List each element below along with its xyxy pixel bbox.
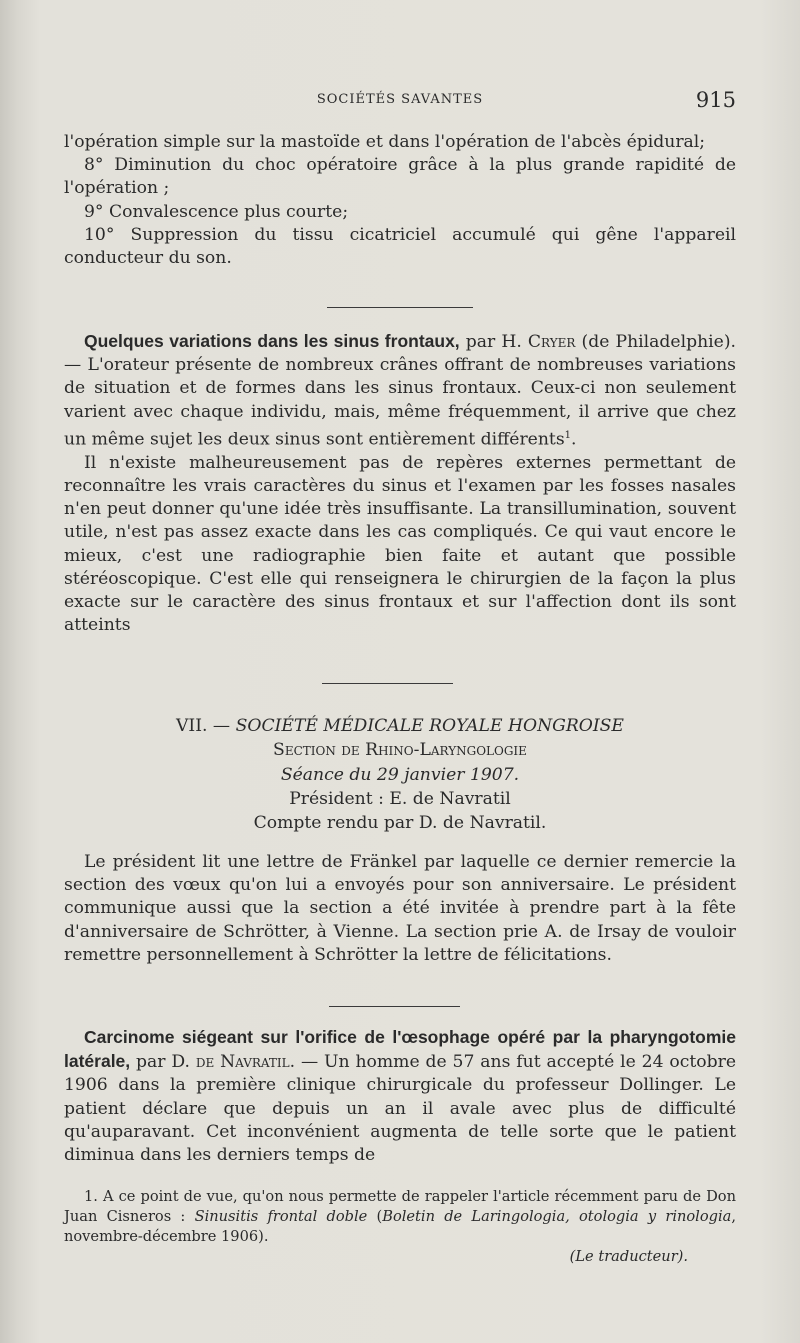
list-item: 10° Suppression du tissu cicatriciel accumulé qui gêne l'appareil conducteur du son. [64,224,736,269]
list-block [64,131,736,270]
footnote-date: , novembre-décembre 1906). [64,1208,736,1245]
section-number: VII. — [176,716,236,736]
article-paragraph [64,330,736,452]
footnotes [64,1187,736,1267]
divider [329,1006,460,1007]
footnote-translator: (Le traducteur). [569,1248,688,1265]
article-navratil [64,1026,736,1167]
divider [327,307,473,308]
list-item: 8° Diminution du choc opératoire grâce à la plus grande rapidité de l'opération ; [64,155,736,199]
article-title: Quelques variations dans les sinus frontaux, [84,331,460,351]
article-paragraph: Il n'existe malheureusement pas de repères externes permettant de reconnaître les vrais caractères du sinus et l'examen par les fosses nasales n'en peut donner qu'une idée très insuffisante. La transillumination, souvent utile, n'est pas assez exacte dans les cas compliqués. Ce qui vaut encore le mieux, c'est une radiographie bien faite et autant que possible stéréoscopique. C'est elle qui renseignera le chirurgien de la façon la plus exacte sur le caractère des sinus frontaux et sur l'affection dont ils sont atteints [64,452,736,636]
footnote-ref: 1 [564,429,572,441]
section-header [64,714,736,835]
article-by: par D. [130,1052,196,1073]
running-title: SOCIÉTÉS SAVANTES [316,92,484,107]
section-body [64,851,736,967]
society-name: SOCIÉTÉ MÉDICALE ROYALE HONGROISE [235,716,624,736]
article-text: (de Philadelphie). — L'orateur présente de nombreux crânes offrant de nombreuses variations de situation et de formes dans les sinus frontaux. Ceux-ci non seulement varient avec chaque individu, mais, même fréquemment, il arrive que chez un même sujet les deux sinus sont entièrement différents [64,332,736,450]
footnote-text: A ce point de vue, qu'on nous permette de rappeler l'article récemment paru de Don Juan Cisneros : [64,1188,736,1225]
section-title [64,714,736,738]
article-cryer [64,330,736,637]
footnote-paren: ( [367,1208,383,1225]
article-text-end: . [571,429,577,450]
article-by: par H. [459,332,528,352]
footnote-number: 1. [84,1188,98,1205]
article-title: Carcinome siégeant sur l'orifice de l'œsophage opéré par la pharyngotomie latérale, [64,1027,736,1072]
session-date: Séance du 29 janvier 1907. [280,764,520,785]
article-author: Cryer [527,332,576,352]
president-line: Président : E. de Navratil [289,788,511,809]
list-item: l'opération simple sur la mastoïde et dans l'opération de l'abcès épidural; [64,132,706,152]
running-head [64,88,736,112]
page-number: 915 [695,88,736,112]
article-text: — Un homme de 57 ans fut accepté le 24 octobre 1906 dans la première clinique chirurgicale du professeur Dollinger. Le patient déclare que depuis un an il avale avec plus de difficulté qu'auparavant. Cet inconvénient augmenta de telle sorte que le patient diminua dans les derniers temps de [64,1052,736,1166]
article-paragraph [64,1026,736,1167]
article-author: de Navratil. [195,1052,296,1073]
section-paragraph: Le président lit une lettre de Fränkel par laquelle ce dernier remercie la section des vœux qu'on lui a envoyés pour son anniversaire. Le président communique aussi que la section a été invitée à prendre part à la fête d'anniversaire de Schrötter, à Vienne. La section prie A. de Irsay de vouloir remettre personnellement à Schrötter la lettre de félicitations. [64,852,736,965]
footnote [64,1187,736,1247]
list-item: 9° Convalescence plus courte; [84,201,349,222]
footnote-work-title: Sinusitis frontal doble [194,1208,368,1225]
report-line: Compte rendu par D. de Navratil. [253,813,547,834]
divider [322,683,453,684]
subsection-title: Section de Rhino-Laryngologie [273,740,527,761]
footnote-journal: Boletin de Laringologia, otologia y rinologia [382,1208,732,1225]
